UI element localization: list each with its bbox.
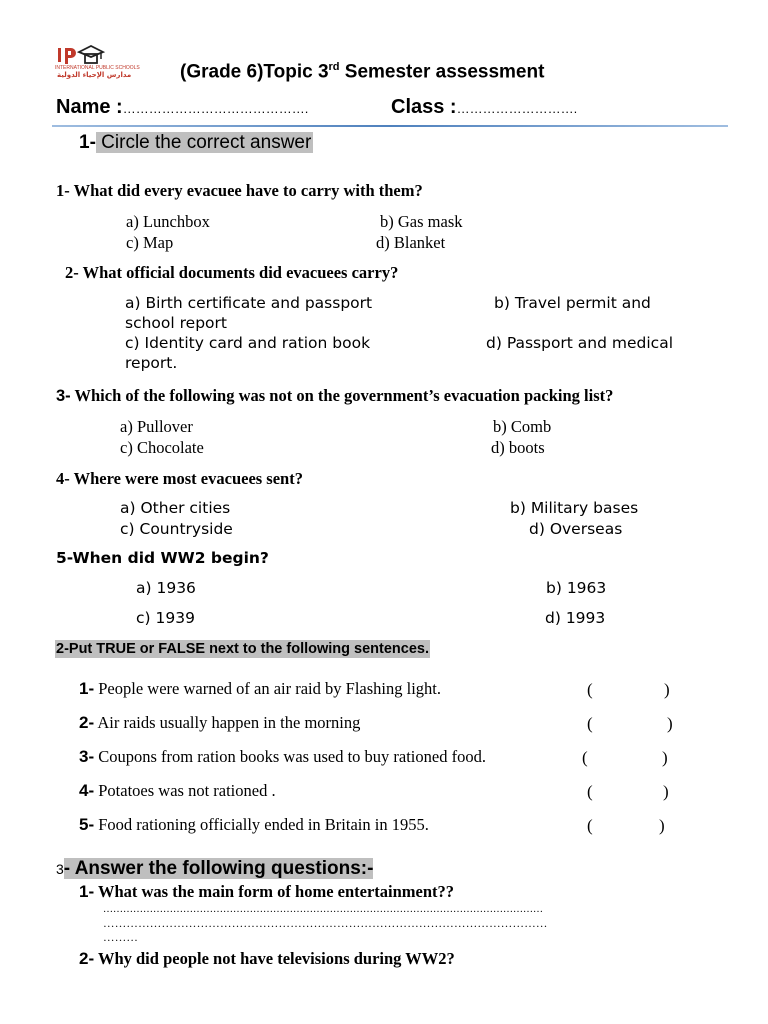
class-label: Class :: [391, 96, 457, 118]
q1-option-a[interactable]: a) Lunchbox: [126, 212, 210, 231]
section2-heading: 2-Put TRUE or FALSE next to the following sentences.: [56, 641, 430, 657]
answer-line-2[interactable]: ……………………………………………………………………………………………………: [103, 918, 548, 930]
tf-item-2: [79, 713, 360, 733]
tf-item-1-answer-close[interactable]: ): [664, 680, 670, 699]
name-field[interactable]: [56, 96, 308, 119]
section3-number: 3: [56, 861, 64, 877]
question-2: 2- What official documents did evacuees carry?: [65, 263, 399, 282]
q2-option-d[interactable]: d) Passport and medical: [486, 334, 674, 352]
section3-heading: [56, 858, 373, 880]
header-divider: [52, 125, 728, 127]
name-dots: …………………………………….: [122, 101, 309, 116]
logo-text-english: INTERNATIONAL PUBLIC SCHOOLS: [55, 65, 140, 71]
school-logo: [55, 44, 140, 86]
q1-option-c[interactable]: c) Map: [126, 233, 174, 252]
tf-item-5-number: 5-: [79, 815, 95, 834]
q1-option-d[interactable]: d) Blanket: [376, 233, 446, 252]
tf-item-3: [79, 747, 486, 767]
q3-option-a[interactable]: a) Pullover: [120, 417, 193, 436]
open-question-1-number: 1-: [79, 882, 95, 901]
tf-item-2-text: Air raids usually happen in the morning: [94, 713, 361, 732]
q3-option-b[interactable]: b) Comb: [493, 417, 552, 436]
tf-item-4-text: Potatoes was not rationed .: [94, 781, 276, 800]
tf-item-5: [79, 815, 429, 835]
tf-item-4-answer-open[interactable]: (: [587, 782, 593, 801]
section1-heading: [79, 132, 313, 154]
q2-option-b[interactable]: b) Travel permit and: [494, 294, 651, 312]
tf-item-2-number: 2-: [79, 713, 95, 732]
q2-option-c[interactable]: c) Identity card and ration book: [125, 334, 371, 352]
question-3-number: 3-: [56, 387, 71, 405]
class-field[interactable]: [391, 96, 577, 119]
q4-option-d[interactable]: d) Overseas: [529, 520, 623, 538]
tf-item-1: [79, 679, 441, 699]
q5-option-b[interactable]: b) 1963: [546, 579, 607, 597]
question-3: [56, 386, 613, 406]
section1-title: Circle the correct answer: [95, 132, 312, 153]
tf-item-3-answer-close[interactable]: ): [662, 748, 668, 767]
q3-option-c[interactable]: c) Chocolate: [120, 438, 204, 457]
q4-option-b[interactable]: b) Military bases: [510, 499, 639, 517]
logo-text-arabic: مدارس الإحياء الدولية: [57, 71, 132, 79]
q4-option-a[interactable]: a) Other cities: [120, 499, 231, 517]
page-title: (Grade 6)Topic 3rd Semester assessment: [180, 61, 545, 83]
answer-line-1[interactable]: ……………………………………………………………………………………………………………………: [103, 904, 543, 915]
tf-item-1-answer-open[interactable]: (: [587, 680, 593, 699]
open-question-2: [79, 949, 455, 969]
tf-item-5-text: Food rationing officially ended in Britain in 1955.: [94, 815, 429, 834]
tf-item-5-answer-close[interactable]: ): [659, 816, 665, 835]
question-4: 4- Where were most evacuees sent?: [56, 469, 303, 488]
section1-number: 1-: [79, 132, 96, 153]
question-5: 5-When did WW2 begin?: [56, 549, 269, 567]
tf-item-3-text: Coupons from ration books was used to buy rationed food.: [94, 747, 486, 766]
tf-item-2-answer-close[interactable]: ): [667, 714, 673, 733]
tf-item-2-answer-open[interactable]: (: [587, 714, 593, 733]
tf-item-1-text: People were warned of an air raid by Flashing light.: [94, 679, 441, 698]
q5-option-d[interactable]: d) 1993: [545, 609, 606, 627]
question-1: 1- What did every evacuee have to carry with them?: [56, 181, 423, 200]
q3-option-d[interactable]: d) boots: [491, 438, 545, 457]
q2-option-a[interactable]: a) Birth certificate and passport: [125, 294, 373, 312]
question-3-text: Which of the following was not on the government’s evacuation packing list?: [70, 386, 614, 405]
q1-option-b[interactable]: b) Gas mask: [380, 212, 463, 231]
open-question-1-text: What was the main form of home entertainment??: [94, 882, 455, 901]
answer-line-3[interactable]: ………: [103, 932, 139, 944]
tf-item-3-answer-open[interactable]: (: [582, 748, 588, 767]
name-label: Name :: [56, 96, 123, 118]
tf-item-5-answer-open[interactable]: (: [587, 816, 593, 835]
open-question-1: [79, 882, 454, 902]
q5-option-c[interactable]: c) 1939: [136, 609, 195, 627]
q2-option-d-continued[interactable]: report.: [125, 354, 178, 372]
open-question-2-number: 2-: [79, 949, 95, 968]
tf-item-4: [79, 781, 276, 801]
q4-option-c[interactable]: c) Countryside: [120, 520, 233, 538]
tf-item-4-number: 4-: [79, 781, 95, 800]
tf-item-1-number: 1-: [79, 679, 95, 698]
tf-item-4-answer-close[interactable]: ): [663, 782, 669, 801]
q5-option-a[interactable]: a) 1936: [136, 579, 196, 597]
open-question-2-text: Why did people not have televisions during WW2?: [94, 949, 455, 968]
class-dots: ……………………….: [456, 101, 578, 116]
tf-item-3-number: 3-: [79, 747, 95, 766]
q2-option-b-continued[interactable]: school report: [125, 314, 227, 332]
section3-title: - Answer the following questions:-: [63, 858, 374, 879]
